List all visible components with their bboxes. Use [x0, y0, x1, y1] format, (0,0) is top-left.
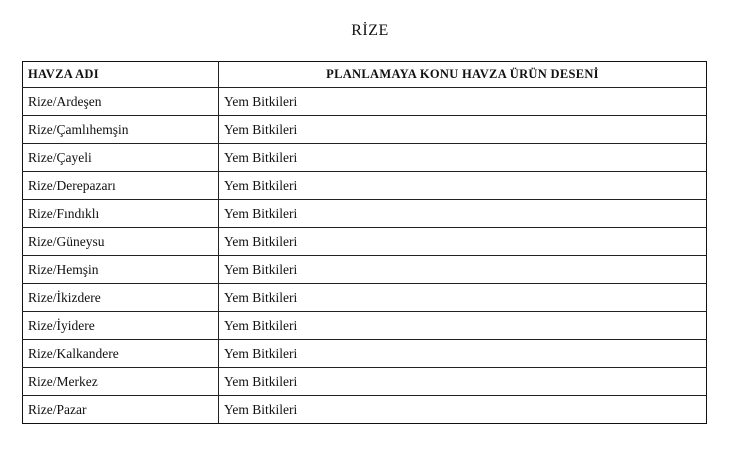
basin-name-cell: Rize/Merkez — [23, 368, 219, 396]
column-header-basin-name: HAVZA ADI — [23, 62, 219, 88]
table-row — [23, 172, 707, 200]
product-pattern-cell: Yem Bitkileri — [219, 396, 707, 424]
product-pattern-cell: Yem Bitkileri — [219, 256, 707, 284]
basin-name-cell: Rize/İyidere — [23, 312, 219, 340]
basin-name-cell: Rize/Fındıklı — [23, 200, 219, 228]
table-row — [23, 144, 707, 172]
product-pattern-cell: Yem Bitkileri — [219, 284, 707, 312]
column-header-product-pattern: PLANLAMAYA KONU HAVZA ÜRÜN DESENİ — [219, 62, 707, 88]
basin-name-cell: Rize/Ardeşen — [23, 88, 219, 116]
product-pattern-cell: Yem Bitkileri — [219, 312, 707, 340]
table-row — [23, 256, 707, 284]
basin-name-cell: Rize/Çamlıhemşin — [23, 116, 219, 144]
table-row — [23, 284, 707, 312]
product-pattern-cell: Yem Bitkileri — [219, 88, 707, 116]
basin-name-cell: Rize/Pazar — [23, 396, 219, 424]
basin-name-cell: Rize/İkizdere — [23, 284, 219, 312]
basin-name-cell: Rize/Derepazarı — [23, 172, 219, 200]
table-row — [23, 200, 707, 228]
table-row — [23, 368, 707, 396]
table-row — [23, 116, 707, 144]
page-title: RİZE — [351, 22, 389, 39]
product-pattern-cell: Yem Bitkileri — [219, 172, 707, 200]
table-row — [23, 396, 707, 424]
basin-table — [22, 61, 707, 424]
table-header-row — [23, 62, 707, 88]
product-pattern-cell: Yem Bitkileri — [219, 228, 707, 256]
table-row — [23, 228, 707, 256]
product-pattern-cell: Yem Bitkileri — [219, 340, 707, 368]
basin-name-cell: Rize/Kalkandere — [23, 340, 219, 368]
product-pattern-cell: Yem Bitkileri — [219, 116, 707, 144]
basin-name-cell: Rize/Güneysu — [23, 228, 219, 256]
table-row — [23, 88, 707, 116]
basin-name-cell: Rize/Hemşin — [23, 256, 219, 284]
product-pattern-cell: Yem Bitkileri — [219, 200, 707, 228]
product-pattern-cell: Yem Bitkileri — [219, 368, 707, 396]
table-row — [23, 340, 707, 368]
basin-name-cell: Rize/Çayeli — [23, 144, 219, 172]
table-row — [23, 312, 707, 340]
product-pattern-cell: Yem Bitkileri — [219, 144, 707, 172]
